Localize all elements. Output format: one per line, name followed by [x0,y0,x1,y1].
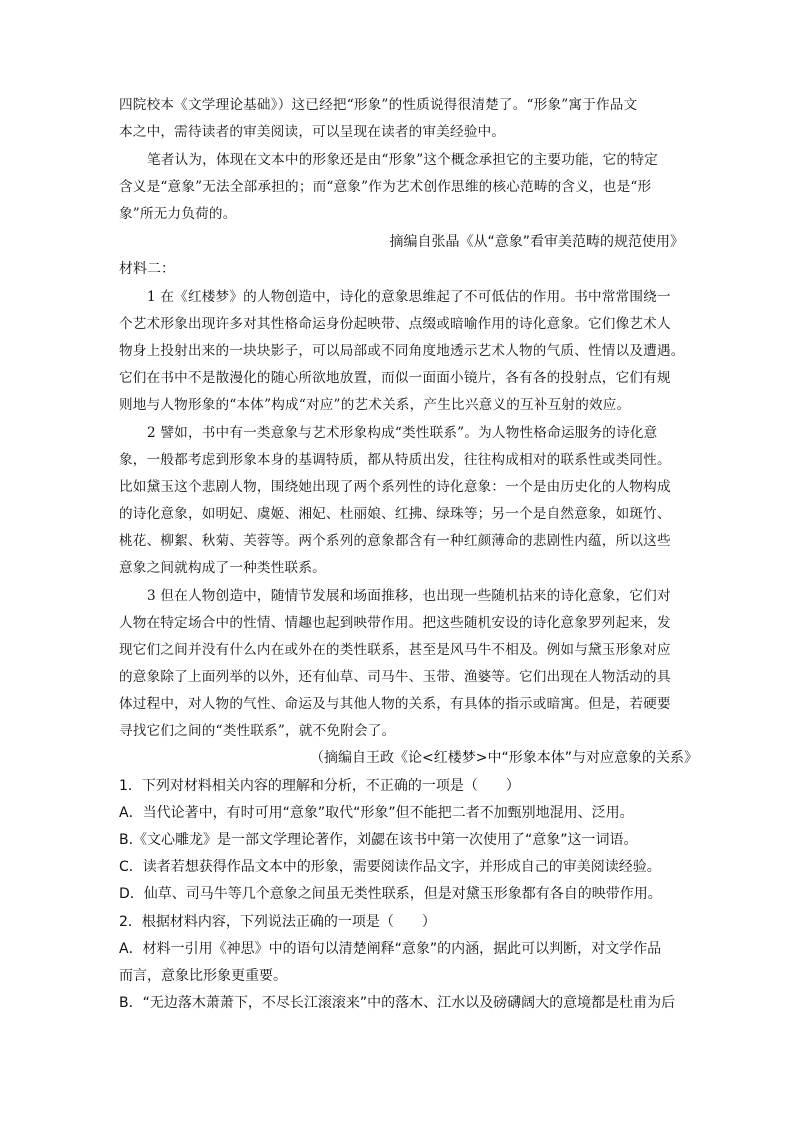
question-1-option-c: C．读者若想获得作品文本中的形象，需要阅读作品文字，并形成自己的审美阅读经验。 [119,859,661,875]
material2-line-15: 的意象除了上面列举的以外，还有仙草、司马牛、玉带、渔婆等。它们出现在人物活动的具 [119,669,671,685]
material2-line-13: 人物在特定场合中的性情、情趣也起到映带作用。把这些随机安设的诗化意象罗列起来，发 [119,615,671,631]
material2-line-4: 它们在书中不是散漫化的随心所欲地放置，而似一面面小镜片，各有各的投射点，它们有规 [119,370,671,386]
material2-line-14: 现它们之间并没有什么内在或外在的类性联系，甚至是风马牛不相及。例如与黛玉形象对应 [119,642,671,658]
material1-line-2: 本之中，需待读者的审美阅读，可以呈现在读者的审美经验中。 [119,124,506,140]
question-1-option-b: B.《文心雕龙》是一部文学理论著作，刘勰在该书中第一次使用了“意象”这一词语。 [119,832,638,848]
material1-line-1: 四院校本《文学理论基础》）这已经把“形象”的性质说得很清楚了。“形象”寓于作品文 [119,97,638,113]
question-1-stem: 1．下列对材料相关内容的理解和分析，不正确的一项是（ ） [119,778,520,794]
material2-line-9: 的诗化意象，如明妃、虞姬、湘妃、杜丽娘、红拂、绿珠等；另一个是自然意象，如斑竹、 [119,506,671,522]
question-1-option-a: A．当代论著中，有时可用“意象”取代“形象”但不能把二者不加甄别地混用、泛用。 [119,805,634,821]
material2-line-8: 比如黛玉这个悲剧人物，围绕她出现了两个系列性的诗化意象：一个是由历史化的人物构成 [119,479,671,495]
material1-line-5: 象”所无力负荷的。 [119,206,237,222]
question-2-option-b-line-1: B．“无边落木萧萧下，不尽长江滚滚来”中的落木、江水以及磅礴阔大的意境都是杜甫为后 [119,995,676,1011]
material2-line-6: 2 譬如，书中有一类意象与艺术形象构成“类性联系”。为人物性格命运服务的诗化意 [147,425,658,441]
material1-line-4: 含义是“意象”无法全部承担的；而“意象”作为艺术创作思维的核心范畴的含义，也是“形 [119,179,652,195]
question-2-stem: 2．根据材料内容，下列说法正确的一项是（ ） [119,914,436,930]
question-2-option-a-line-2: 而言，意象比形象更重要。 [119,968,287,984]
material1-line-3: 笔者认为，体现在文本中的形象还是由“形象”这个概念承担它的主要功能，它的特定 [147,152,658,168]
material2-line-10: 桃花、柳絮、秋菊、芙蓉等。两个系列的意象都含有一种红颜薄命的悲剧性内蕴，所以这些 [119,533,671,549]
material2-line-11: 意象之间就构成了一种类性联系。 [119,560,326,576]
material2-heading: 材料二： [119,261,175,277]
material2-line-17: 寻找它们之间的“类性联系”，就不免附会了。 [119,723,396,739]
material1-source: 摘编自张晶《从“意象”看审美范畴的规范使用》 [389,234,684,250]
material2-line-7: 象，一般都考虑到形象本身的基调特质，都从特质出发，往往构成相对的联系性或类同性。 [119,452,671,468]
material2-line-3: 物身上投射出来的一块块影子，可以局部或不同角度地透示艺术人物的气质、性情以及遭遇。 [119,343,685,359]
material2-line-2: 个艺术形象出现许多对其性格命运身份起映带、点缀或暗喻作用的诗化意象。它们像艺术人 [119,316,671,332]
material2-source: （摘编自王政《论<红楼梦>中“形象本体”与对应意象的关系》 [310,750,698,766]
material2-line-12: 3 但在人物创造中，随情节发展和场面推移，也出现一些随机拈来的诗化意象，它们对 [147,588,671,604]
material2-line-5: 则地与人物形象的“本体”构成“对应”的艺术关系，产生比兴意义的互补互射的效应。 [119,397,631,413]
question-1-option-d: D．仙草、司马牛等几个意象之间虽无类性联系，但是对黛玉形象都有各自的映带作用。 [119,886,662,902]
question-2-option-a-line-1: A．材料一引用《神思》中的语句以清楚阐释“意象”的内涵，据此可以判断，对文学作品 [119,941,662,957]
material2-line-16: 体过程中，对人物的气性、命运及与其他人物的关系，有具体的指示或暗寓。但是，若硬要 [119,696,671,712]
material2-line-1: 1 在《红楼梦》的人物创造中，诗化的意象思维起了不可低估的作用。书中常常围绕一 [147,289,671,305]
